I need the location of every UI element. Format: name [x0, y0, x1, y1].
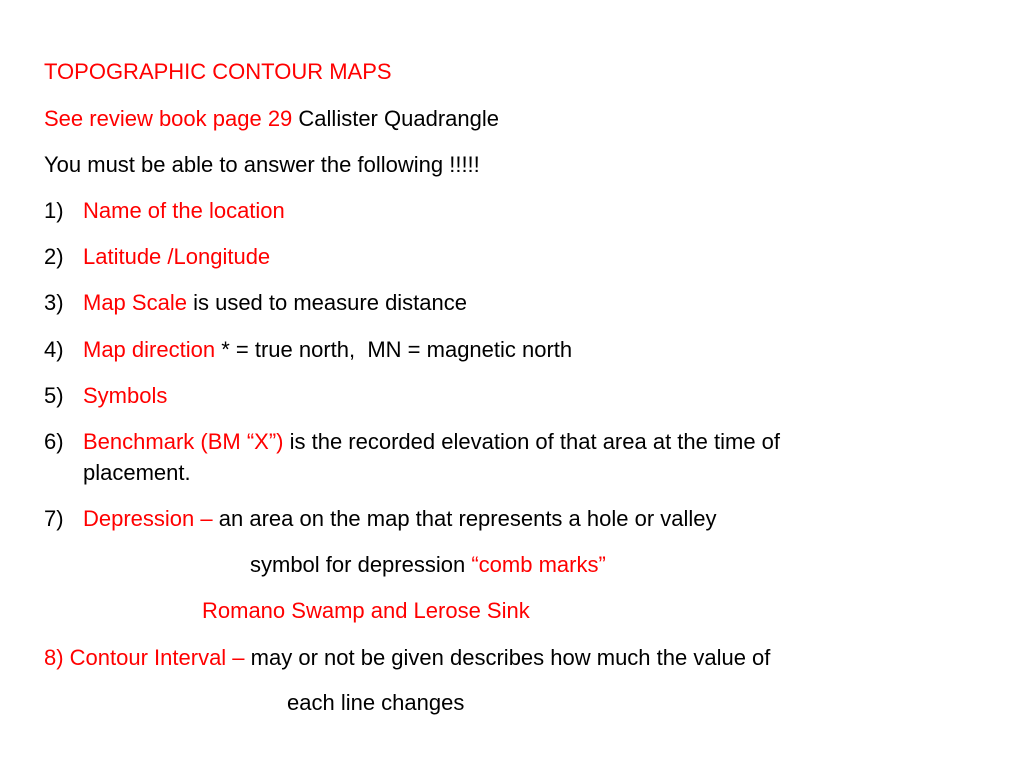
review-line [44, 106, 499, 132]
item-number: 1) [44, 198, 64, 223]
item-description: an area on the map that represents a hole or valley [218, 506, 717, 531]
depression-symbol-label: symbol for depression [250, 552, 466, 577]
list-item [83, 429, 780, 455]
intro-text: You must be able to answer the following !!!!! [44, 152, 480, 177]
item-term: Name of the location [83, 198, 285, 223]
review-reference: See review book page 29 [44, 106, 293, 131]
item-number: 6) [44, 429, 64, 454]
item-description: is the recorded elevation of that area at the time of [289, 429, 781, 454]
list-item [83, 290, 467, 316]
list-item [83, 383, 167, 409]
item-term: 8) Contour Interval – [44, 645, 245, 670]
depression-examples: Romano Swamp and Lerose Sink [202, 598, 530, 623]
review-quadrangle: Callister Quadrangle [298, 106, 499, 131]
item-number: 4) [44, 337, 64, 362]
comb-marks-term: “comb marks” [471, 552, 606, 577]
item-description: * = true north, MN = magnetic north [221, 337, 573, 362]
list-item [83, 337, 572, 363]
item-number: 7) [44, 506, 64, 531]
item-description: is used to measure distance [193, 290, 468, 315]
depression-symbol-line [250, 552, 606, 578]
item-continuation: placement. [83, 460, 191, 485]
item-term: Map Scale [83, 290, 187, 315]
page-title: TOPOGRAPHIC CONTOUR MAPS [44, 59, 392, 84]
list-item [83, 244, 270, 270]
item-term: Benchmark (BM “X”) [83, 429, 284, 454]
item-number: 2) [44, 244, 64, 269]
item-term: Latitude /Longitude [83, 244, 271, 269]
list-item [83, 198, 285, 224]
list-item [83, 506, 717, 532]
item-continuation: each line changes [287, 690, 465, 715]
item-term: Map direction [83, 337, 216, 362]
list-item [44, 645, 770, 671]
item-number: 5) [44, 383, 64, 408]
item-term: Symbols [83, 383, 168, 408]
item-description: may or not be given describes how much the value of [250, 645, 771, 670]
item-number: 3) [44, 290, 64, 315]
item-term: Depression – [83, 506, 213, 531]
